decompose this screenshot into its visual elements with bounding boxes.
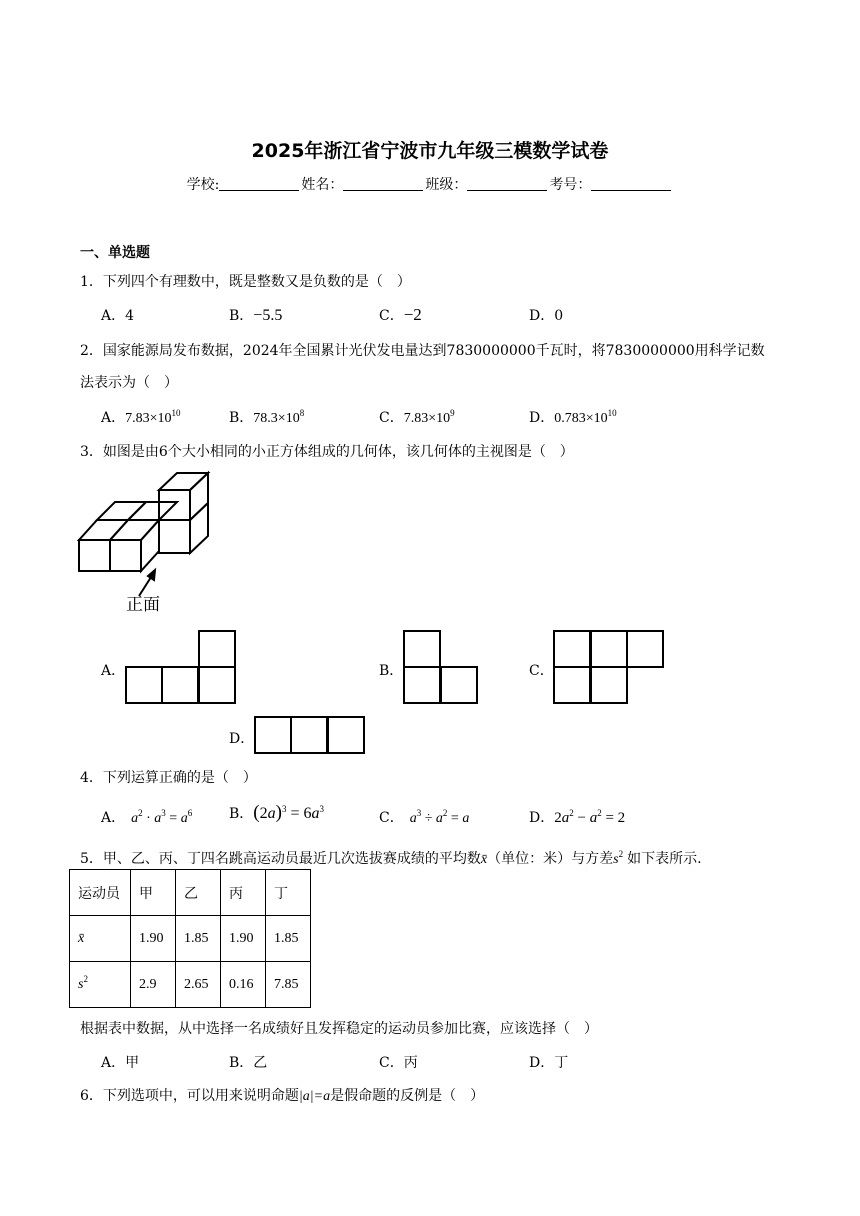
- table-row: [70, 916, 311, 962]
- class-blank[interactable]: [467, 176, 547, 191]
- q6-stem-math: |a|=a: [298, 1089, 331, 1104]
- table-header-cell: 丙: [221, 870, 266, 916]
- table-cell: 1.85: [176, 916, 221, 962]
- q3-b-square: [403, 666, 441, 704]
- q5-option-a: A．甲: [101, 1055, 140, 1071]
- q2-option-c: [379, 407, 455, 427]
- table-header-cell: 甲: [131, 870, 176, 916]
- q2-option-b-exp: 8: [299, 408, 305, 418]
- exam-no-blank[interactable]: [591, 176, 671, 191]
- table-header-cell: 运动员: [70, 870, 131, 916]
- q3-a-square: [198, 630, 236, 668]
- q5-question: 根据表中数据，从中选择一名成绩好且发挥稳定的运动员参加比赛，应该选择（ ）: [80, 1021, 598, 1037]
- q4-option-b: B．$(2a)^3 = 6a^3$: [229, 802, 324, 823]
- q2-option-a-label: A．: [101, 410, 126, 426]
- q3-option-c: C．: [529, 663, 554, 679]
- table-cell: 1.85: [266, 916, 311, 962]
- school-blank[interactable]: [219, 176, 299, 191]
- name-label: 姓名：: [301, 177, 344, 193]
- q3-d-square: [254, 716, 292, 754]
- q5-stem-s: s: [613, 852, 619, 867]
- q3-option-a: A．: [101, 663, 126, 679]
- q1-stem: 1．下列四个有理数中，既是整数又是负数的是（ ）: [80, 274, 411, 290]
- q3-c-square: [553, 630, 591, 668]
- q1-option-a: A．4: [101, 308, 135, 324]
- q2-option-b-label: B．: [229, 410, 254, 426]
- q3-stem: 3．如图是由6个大小相同的小正方体组成的几何体，该几何体的主视图是（ ）: [80, 444, 574, 460]
- name-blank[interactable]: [343, 176, 423, 191]
- table-cell: 7.85: [266, 962, 311, 1008]
- q3-b-square: [440, 666, 478, 704]
- q2-option-c-base: 7.83×10: [403, 411, 451, 426]
- q5-option-d: D．丁: [529, 1055, 569, 1071]
- q3-a-square: [125, 666, 163, 704]
- q2-option-d: [529, 407, 617, 427]
- q2-option-c-exp: 9: [450, 408, 455, 418]
- q2-option-b-base: 78.3×10: [253, 411, 300, 426]
- q1-option-c-label: C．: [379, 308, 404, 324]
- q5-stem-s-exp: 2: [618, 849, 624, 859]
- q3-d-square: [290, 716, 328, 754]
- table-header-cell: 乙: [176, 870, 221, 916]
- q6-stem-post: 是假命题的反例是（ ）: [330, 1088, 485, 1104]
- q3-d-square: [327, 716, 365, 754]
- q6-stem-pre: 6．下列选项中，可以用来说明命题: [80, 1088, 299, 1104]
- q2-option-a: [101, 407, 181, 427]
- q5-stem-xbar: x̄: [480, 852, 488, 867]
- q1-option-b: [229, 305, 282, 325]
- q2-option-a-base: 7.83×10: [125, 411, 172, 426]
- q4-option-b-label: B．: [229, 806, 254, 822]
- q4-option-d: D．$2a^2 - a^2 = 2$: [529, 808, 626, 826]
- q6-stem: [80, 1085, 484, 1105]
- table-row-label-mean: x̄: [70, 916, 131, 962]
- q4-option-c-label: C．: [379, 810, 404, 826]
- table-row-label-s: s: [78, 976, 84, 992]
- q3-front-label: 正面: [126, 595, 160, 615]
- q4-stem: 4．下列运算正确的是（ ）: [80, 770, 257, 786]
- table-cell: 0.16: [221, 962, 266, 1008]
- q2-stem-line2: 法表示为（ ）: [80, 375, 178, 391]
- q5-stem-post: 如下表所示.: [627, 851, 702, 867]
- q2-stem-line1: 2．国家能源局发布数据，2024年全国累计光伏发电量达到7830000000千瓦时，将7830000000用科学记数: [80, 343, 765, 359]
- exam-title: 2025年浙江省宁波市九年级三模数学试卷: [251, 140, 609, 162]
- q5-score-table: [69, 869, 311, 1008]
- q1-option-b-label: B．: [229, 308, 254, 324]
- q3-a-square: [198, 666, 236, 704]
- q1-option-c: [379, 305, 422, 325]
- class-label: 班级：: [425, 177, 468, 193]
- table-cell: 1.90: [131, 916, 176, 962]
- student-info-line: [0, 174, 860, 194]
- q3-a-square: [161, 666, 199, 704]
- q3-option-b: B．: [379, 663, 404, 679]
- q2-option-b: [229, 407, 304, 427]
- q2-option-d-label: D．: [529, 410, 555, 426]
- q1-option-b-value: −5.5: [253, 307, 283, 324]
- school-label: 学校:: [186, 177, 220, 193]
- q2-option-a-exp: 10: [171, 408, 181, 418]
- q3-option-d: D．: [229, 731, 255, 747]
- table-row: [70, 962, 311, 1008]
- q3-b-square: [403, 630, 441, 668]
- q3-c-square: [626, 630, 664, 668]
- q3-c-square: [553, 666, 591, 704]
- q5-stem: [80, 848, 702, 868]
- q4-option-a-label: A．: [101, 810, 126, 826]
- q4-option-c: C． $a^3 \div a^2 = a$: [379, 808, 470, 826]
- q1-option-c-value: −2: [403, 305, 422, 324]
- table-row-label-s-exp: 2: [83, 973, 88, 984]
- exam-no-label: 考号：: [549, 177, 592, 193]
- section-heading: 一、单选题: [80, 245, 150, 261]
- table-cell: 2.9: [131, 962, 176, 1008]
- table-header-cell: 丁: [266, 870, 311, 916]
- q3-c-square: [590, 630, 628, 668]
- q5-option-c: C．丙: [379, 1055, 418, 1071]
- q5-option-b: B．乙: [229, 1055, 268, 1071]
- q1-option-d: D．0: [529, 308, 564, 324]
- table-cell: 1.90: [221, 916, 266, 962]
- q5-stem-mid: （单位：米）与方差: [487, 851, 614, 867]
- q4-option-a: A． $a^2 \cdot a^3 = a^6$: [101, 808, 193, 826]
- table-cell: 2.65: [176, 962, 221, 1008]
- q5-stem-pre: 5．甲、乙、丙、丁四名跳高运动员最近几次选拔赛成绩的平均数: [80, 851, 481, 867]
- table-row-label-variance: [70, 962, 131, 1008]
- q4-option-d-label: D．: [529, 810, 555, 826]
- q2-option-c-label: C．: [379, 410, 404, 426]
- table-row: [70, 870, 311, 916]
- q3-c-square: [590, 666, 628, 704]
- q2-option-d-exp: 10: [607, 408, 617, 418]
- q2-option-d-base: 0.783×10: [554, 411, 608, 426]
